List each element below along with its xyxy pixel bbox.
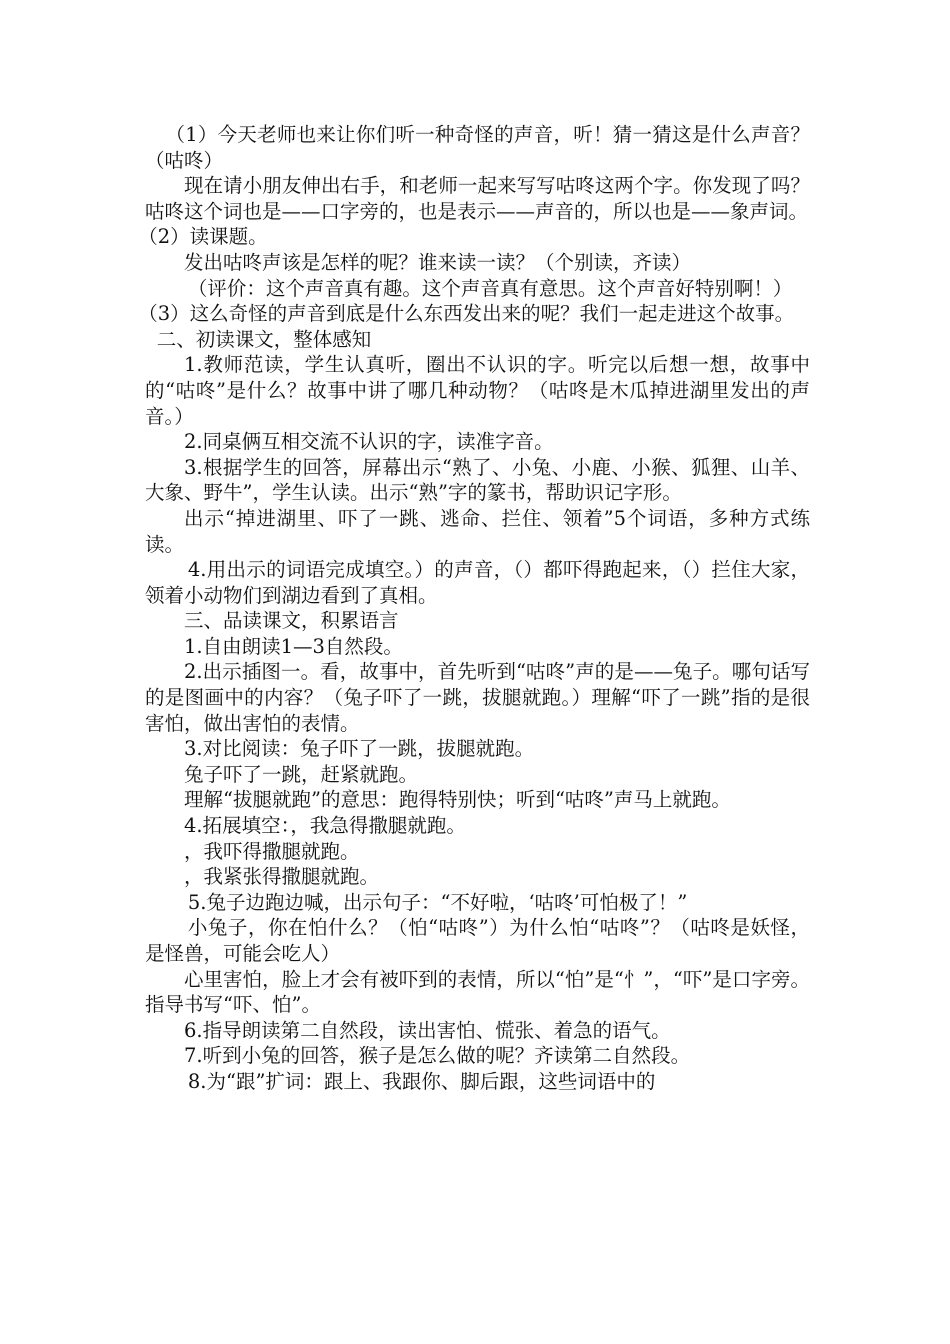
paragraph-10: 3.根据学生的回答，屏幕出示“熟了、小兔、小鹿、小猴、狐狸、山羊、大象、野牛”，学生认读。出示“熟”字的篆书，帮助识记字形。	[145, 455, 810, 505]
document-page	[138, 122, 810, 1095]
paragraph-18: 理解“拔腿就跑”的意思：跑得特别快；听到“咕咚”声马上就跑。	[184, 788, 731, 812]
paragraph-26: 7.听到小兔的回答，猴子是怎么做的呢？齐读第二自然段。	[184, 1044, 691, 1068]
paragraph-4: 发出咕咚声该是怎样的呢？谁来读一读？（个别读，齐读）	[184, 250, 692, 274]
paragraph-1: （1）今天老师也来让你们听一种奇怪的声音，听！猜一猜这是什么声音？（咕咚）	[145, 123, 810, 172]
paragraph-14: 1.自由朗读1—3自然段。	[184, 634, 403, 658]
paragraph-8: 1.教师范读，学生认真听，圈出不认识的字。听完以后想一想，故事中的“咕咚”是什么？故事中讲了哪几种动物？（咕咚是木瓜掉进湖里发出的声音。）	[145, 353, 810, 428]
paragraph-19: 4.拓展填空：，我急得撒腿就跑。	[184, 814, 466, 838]
paragraph-9: 2.同桌俩互相交流不认识的字，读准字音。	[184, 430, 554, 454]
paragraph-23: 小兔子，你在怕什么？（怕“咕咚”）为什么怕“咕咚”？（咕咚是妖怪，是怪兽，可能会吃人）	[145, 916, 810, 965]
paragraph-17: 兔子吓了一跳，赶紧就跑。	[184, 762, 419, 786]
paragraph-22: 5.兔子边跑边喊，出示句子：“不好啦，‘咕咚’可怕极了！”	[187, 890, 688, 914]
paragraph-6: （3）这么奇怪的声音到底是什么东西发出来的呢？我们一起走进这个故事。	[138, 302, 795, 326]
section-heading-2: 二、初读课文，整体感知	[156, 327, 372, 351]
paragraph-12: 4.用出示的词语完成填空。）的声音，（）都吓得跑起来，（）拦住大家，领着小动物们到湖边看到了真相。	[145, 558, 810, 607]
paragraph-2: 现在请小朋友伸出右手，和老师一起来写写咕咚这两个字。你发现了吗？咕咚这个词也是——口字旁的，也是表示——声音的，所以也是——象声词。	[145, 174, 810, 223]
paragraph-20: ，我吓得撒腿就跑。	[184, 839, 360, 863]
paragraph-25: 6.指导朗读第二自然段，读出害怕、慌张、着急的语气。	[184, 1018, 671, 1042]
paragraph-27: 8.为“跟”扩词：跟上、我跟你、脚后跟，这些词语中的	[187, 1069, 656, 1093]
paragraph-15: 2.出示插图一。看，故事中，首先听到“咕咚”声的是——兔子。哪句话写的是图画中的内容？（兔子吓了一跳，拔腿就跑。）理解“吓了一跳”指的是很害怕，做出害怕的表情。	[145, 660, 810, 735]
paragraph-11: 出示“掉进湖里、吓了一跳、逃命、拦住、领着”5个词语，多种方式练读。	[145, 506, 810, 556]
paragraph-3: （2）读课题。	[138, 225, 268, 249]
paragraph-24: 心里害怕，脸上才会有被吓到的表情，所以“怕”是“忄”，“吓”是口字旁。指导书写“吓、怕”。	[145, 967, 810, 1017]
paragraph-16: 3.对比阅读：兔子吓了一跳，拔腿就跑。	[184, 737, 535, 761]
paragraph-5: （评价：这个声音真有趣。这个声音真有意思。这个声音好特别啊！）	[187, 276, 793, 300]
paragraph-21: ，我紧张得撒腿就跑。	[184, 865, 380, 889]
section-heading-3: 三、品读课文，积累语言	[184, 609, 399, 633]
